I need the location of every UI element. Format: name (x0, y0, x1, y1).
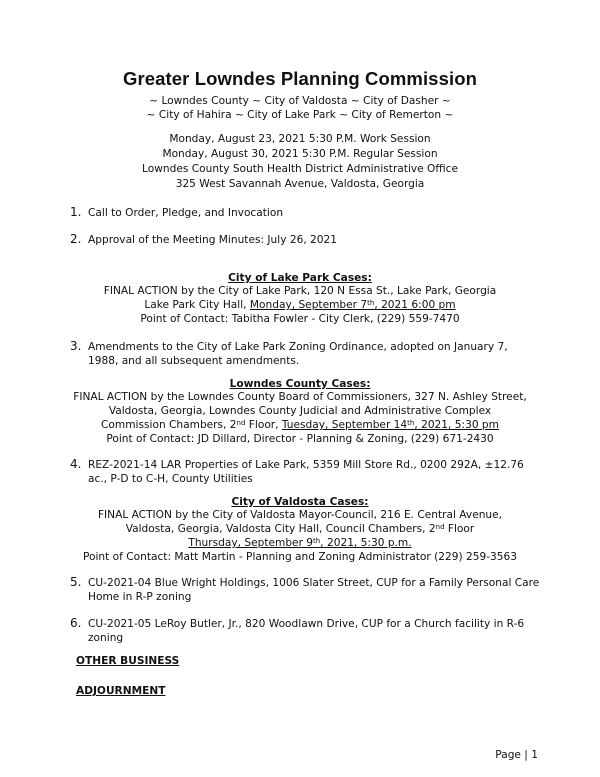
item-number: 5. (70, 575, 82, 589)
page-number: Page | 1 (495, 749, 538, 761)
item-text: Call to Order, Pledge, and Invocation (88, 207, 284, 219)
item-text: REZ-2021-14 LAR Properties of Lake Park, 5359 Mill Store Rd., 0200 292A, ±12.76 ac., P-D to C-H, County Utilities (88, 459, 524, 485)
item-number: 1. (70, 205, 82, 219)
agenda-item-5 (70, 576, 540, 604)
lowndes-line-1: FINAL ACTION by the Lowndes County Board of Commissioners, 327 N. Ashley Street, (73, 391, 527, 403)
agenda-item-3 (70, 340, 540, 368)
valdosta-line-1: FINAL ACTION by the City of Valdosta Mayor-Council, 216 E. Central Avenue, (97, 509, 503, 521)
regular-session-line: Monday, August 30, 2021 5:30 P.M. Regular Session (162, 148, 438, 160)
address-line: 325 West Savannah Avenue, Valdosta, Georgia (175, 178, 425, 190)
agenda-item-2 (70, 233, 540, 247)
item-text: CU-2021-04 Blue Wright Holdings, 1006 Slater Street, CUP for a Family Personal Care Home in R-P zoning (88, 577, 540, 603)
lake-park-heading: City of Lake Park Cases: (228, 272, 372, 284)
jurisdictions-line-1: ~ Lowndes County ~ City of Valdosta ~ City of Dasher ~ (149, 95, 451, 107)
lowndes-heading: Lowndes County Cases: (229, 378, 371, 390)
item-number: 3. (70, 339, 82, 353)
lake-park-contact: Point of Contact: Tabitha Fowler - City Clerk, (229) 559-7470 (140, 313, 460, 325)
item-number: 4. (70, 457, 82, 471)
item-text: Approval of the Meeting Minutes: July 26, 2021 (88, 234, 338, 246)
valdosta-contact: Point of Contact: Matt Martin - Planning and Zoning Administrator (229) 259-3563 (82, 551, 517, 563)
lowndes-line-3: Commission Chambers, 2nd Floor, Tuesday, September 14th, 2021, 5:30 pm (101, 419, 499, 431)
adjournment-heading: ADJOURNMENT (76, 685, 166, 697)
lake-park-line-2: Lake Park City Hall, Monday, September 7th, 2021 6:00 pm (144, 299, 456, 311)
agenda-item-6 (70, 617, 540, 645)
lake-park-line-1: FINAL ACTION by the City of Lake Park, 120 N Essa St., Lake Park, Georgia (103, 285, 497, 297)
valdosta-heading: City of Valdosta Cases: (231, 496, 369, 508)
agenda-item-4 (70, 458, 540, 486)
work-session-line: Monday, August 23, 2021 5:30 P.M. Work Session (169, 133, 431, 145)
lowndes-line-2: Valdosta, Georgia, Lowndes County Judicial and Administrative Complex (108, 405, 492, 417)
item-text: CU-2021-05 LeRoy Butler, Jr., 820 Woodlawn Drive, CUP for a Church facility in R-6 zoning (88, 618, 525, 644)
valdosta-line-2: Valdosta, Georgia, Valdosta City Hall, Council Chambers, 2nd Floor (125, 523, 475, 535)
lowndes-contact: Point of Contact: JD Dillard, Director - Planning & Zoning, (229) 671-2430 (106, 433, 494, 445)
location-line: Lowndes County South Health District Administrative Office (142, 163, 458, 175)
other-business-heading: OTHER BUSINESS (76, 655, 180, 667)
item-number: 2. (70, 232, 82, 246)
valdosta-line-3: Thursday, September 9th, 2021, 5:30 p.m. (188, 537, 412, 549)
item-text: Amendments to the City of Lake Park Zoning Ordinance, adopted on January 7, 1988, and all subsequent amendments. (88, 341, 508, 367)
page-title: Greater Lowndes Planning Commission (122, 68, 478, 89)
item-number: 6. (70, 616, 82, 630)
jurisdictions-line-2: ~ City of Hahira ~ City of Lake Park ~ City of Remerton ~ (146, 109, 454, 121)
agenda-item-1 (70, 206, 540, 220)
